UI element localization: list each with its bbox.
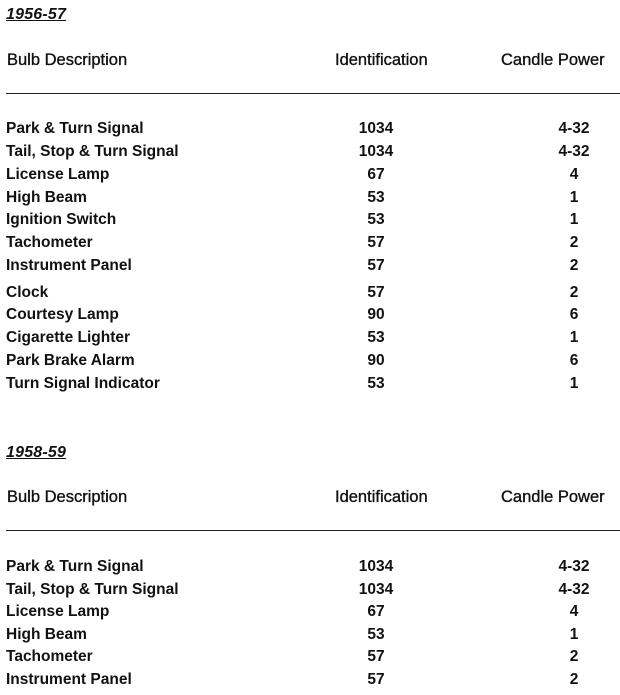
table-row [0,166,620,188]
bulb-candle-power: 2 [569,284,579,301]
table-row [0,671,620,693]
bulb-candle-power: 4-32 [558,581,590,598]
bulb-identification: 53 [367,211,385,228]
bulb-description: Courtesy Lamp [6,306,119,323]
bulb-description: Ignition Switch [6,211,117,228]
bulb-identification: 57 [367,671,385,688]
bulb-candle-power: 4 [569,603,579,620]
bulb-description: Park Brake Alarm [6,352,135,369]
table-row [0,375,620,397]
bulb-candle-power: 2 [569,234,579,251]
bulb-candle-power: 1 [569,626,579,643]
table-row [0,234,620,256]
table-row [0,143,620,165]
bulb-candle-power: 4-32 [558,120,590,137]
bulb-candle-power: 4-32 [558,558,590,575]
bulb-identification: 90 [367,306,385,323]
bulb-candle-power: 6 [569,306,579,323]
bulb-description: Cigarette Lighter [6,329,131,346]
bulb-description: Instrument Panel [6,671,132,688]
bulb-identification: 53 [367,329,385,346]
section-year: 1958-59 [6,444,67,461]
table-row [0,211,620,233]
bulb-candle-power: 4 [569,166,579,183]
bulb-description: Tail, Stop & Turn Signal [6,143,179,160]
bulb-description: Tail, Stop & Turn Signal [6,581,179,598]
bulb-candle-power: 4-32 [558,143,590,160]
table-row [0,284,620,306]
table-row [0,306,620,328]
bulb-identification: 1034 [358,120,394,137]
bulb-identification: 67 [367,603,385,620]
bulb-candle-power: 1 [569,189,579,206]
header-divider [6,93,620,94]
bulb-description: License Lamp [6,603,110,620]
table-row [0,558,620,580]
table-row [0,581,620,603]
bulb-candle-power: 6 [569,352,579,369]
bulb-candle-power: 2 [569,257,579,274]
table-row [0,603,620,625]
bulb-description: License Lamp [6,166,110,183]
column-header-identification: Identification [335,488,428,506]
bulb-description: Clock [6,284,49,301]
table-row [0,329,620,351]
section-year: 1956-57 [6,6,67,23]
bulb-description: Tachometer [6,648,93,665]
table-row [0,189,620,211]
bulb-identification: 1034 [358,143,394,160]
bulb-description: Tachometer [6,234,93,251]
column-header-candle-power: Candle Power [501,51,605,69]
table-row [0,352,620,374]
bulb-description: Park & Turn Signal [6,558,144,575]
bulb-description: High Beam [6,189,87,206]
table-row [0,626,620,648]
column-header-identification: Identification [335,51,428,69]
bulb-description: High Beam [6,626,87,643]
column-header-bulb-description: Bulb Description [7,488,128,506]
column-header-candle-power: Candle Power [501,488,605,506]
bulb-candle-power: 2 [569,671,579,688]
bulb-candle-power: 1 [569,211,579,228]
bulb-identification: 90 [367,352,385,369]
bulb-identification: 57 [367,234,385,251]
bulb-identification: 67 [367,166,385,183]
table-row [0,120,620,142]
bulb-description: Park & Turn Signal [6,120,144,137]
bulb-identification: 57 [367,284,385,301]
bulb-identification: 57 [367,648,385,665]
bulb-candle-power: 2 [569,648,579,665]
header-divider [6,530,620,531]
bulb-identification: 1034 [358,581,394,598]
bulb-identification: 53 [367,626,385,643]
bulb-identification: 53 [367,375,385,392]
bulb-candle-power: 1 [569,375,579,392]
column-header-bulb-description: Bulb Description [7,51,128,69]
bulb-identification: 1034 [358,558,394,575]
bulb-description: Instrument Panel [6,257,132,274]
bulb-description: Turn Signal Indicator [6,375,160,392]
bulb-identification: 57 [367,257,385,274]
bulb-candle-power: 1 [569,329,579,346]
bulb-identification: 53 [367,189,385,206]
table-row [0,257,620,279]
table-row [0,648,620,670]
